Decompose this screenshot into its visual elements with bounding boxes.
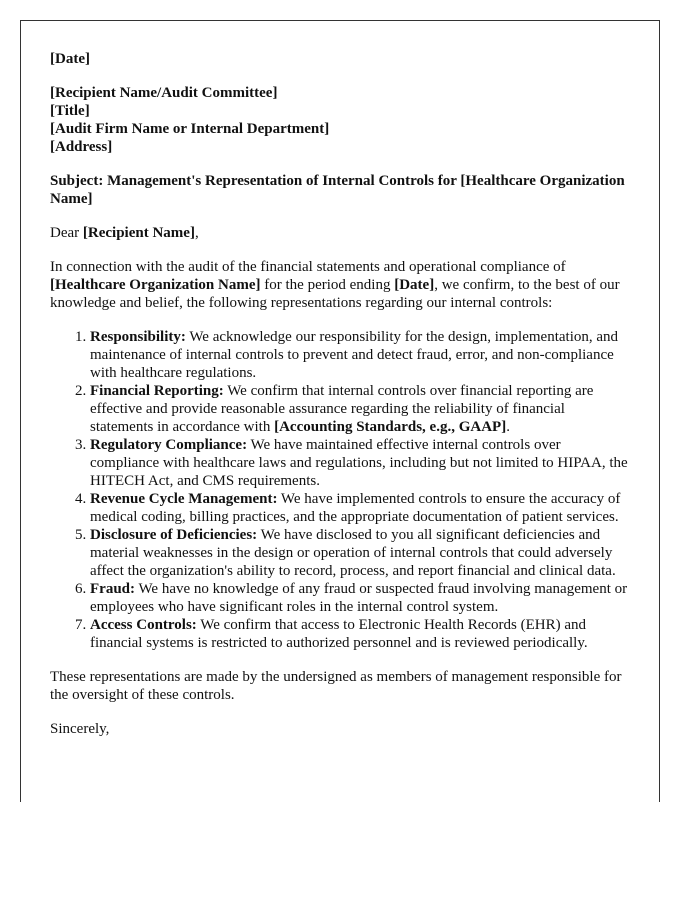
recipient-name: [Recipient Name/Audit Committee] <box>50 85 278 101</box>
date-placeholder: [Date] <box>50 51 90 67</box>
representation-text: We have no knowledge of any fraud or suspected fraud involving management or employees who have significant roles in the internal control system. <box>90 581 628 615</box>
representation-heading: Responsibility: <box>90 329 186 345</box>
representation-heading: Disclosure of Deficiencies: <box>90 527 258 543</box>
representation-text: We confirm that access to Electronic Health Records (EHR) and financial systems is restricted to authorized personnel and is reviewed periodically. <box>90 617 588 651</box>
representation-item <box>90 490 630 526</box>
subject-line: Subject: Management's Representation of Internal Controls for [Healthcare Organization Name] <box>50 173 625 207</box>
salutation <box>50 224 630 242</box>
recipient-block <box>50 84 630 156</box>
representation-item <box>90 328 630 382</box>
representation-item <box>90 526 630 580</box>
representation-heading: Financial Reporting: <box>90 383 224 399</box>
representation-heading: Revenue Cycle Management: <box>90 491 278 507</box>
representation-item <box>90 616 630 652</box>
representation-heading: Regulatory Compliance: <box>90 437 248 453</box>
representation-item <box>90 382 630 436</box>
representation-item <box>90 580 630 616</box>
recipient-title: [Title] <box>50 103 90 119</box>
intro-text-3: , we confirm, to the best of our knowledge and belief, the following representations regarding our internal controls: <box>50 277 620 311</box>
intro-text-2: for the period ending <box>260 277 395 293</box>
salutation-suffix: , <box>194 225 199 241</box>
representations-list <box>50 328 630 652</box>
representation-heading: Access Controls: <box>90 617 197 633</box>
sign-off: Sincerely, <box>50 721 110 737</box>
recipient-address: [Address] <box>50 139 113 155</box>
letter-page <box>20 20 660 802</box>
representation-text: We confirm that internal controls over financial reporting are effective and provide reasonable assurance regarding the reliability of financial statements in accordance with <box>90 383 594 435</box>
intro-text-1: In connection with the audit of the financial statements and operational compliance of <box>50 259 566 275</box>
representation-text: We have implemented controls to ensure the accuracy of medical coding, billing practices, and the appropriate documentation of patient services. <box>90 491 621 525</box>
intro-period-date: [Date] <box>394 277 435 293</box>
letter-date <box>50 50 630 68</box>
accounting-standards-placeholder: [Accounting Standards, e.g., GAAP] <box>274 419 507 435</box>
representation-text: We acknowledge our responsibility for the design, implementation, and maintenance of internal controls to prevent and detect fraud, error, and non-compliance with healthcare regulations. <box>90 329 619 381</box>
salutation-name: [Recipient Name] <box>82 225 195 241</box>
representation-item <box>90 436 630 490</box>
representation-heading: Fraud: <box>90 581 135 597</box>
recipient-firm: [Audit Firm Name or Internal Department] <box>50 121 330 137</box>
representation-text-end: . <box>506 419 510 435</box>
representation-text: We have disclosed to you all significant deficiencies and material weaknesses in the design or operation of internal controls that could adversely affect the organization's ability to record, process, and report financial and clinical data. <box>90 527 616 579</box>
intro-paragraph <box>50 258 630 312</box>
representation-text: We have maintained effective internal controls over compliance with healthcare laws and regulations, including but not limited to HIPAA, the HITECH Act, and CMS requirements. <box>90 437 628 489</box>
intro-org-name: [Healthcare Organization Name] <box>50 277 261 293</box>
closing-paragraph: These representations are made by the undersigned as members of management responsible for the oversight of these controls. <box>50 669 622 703</box>
salutation-prefix: Dear <box>50 225 83 241</box>
